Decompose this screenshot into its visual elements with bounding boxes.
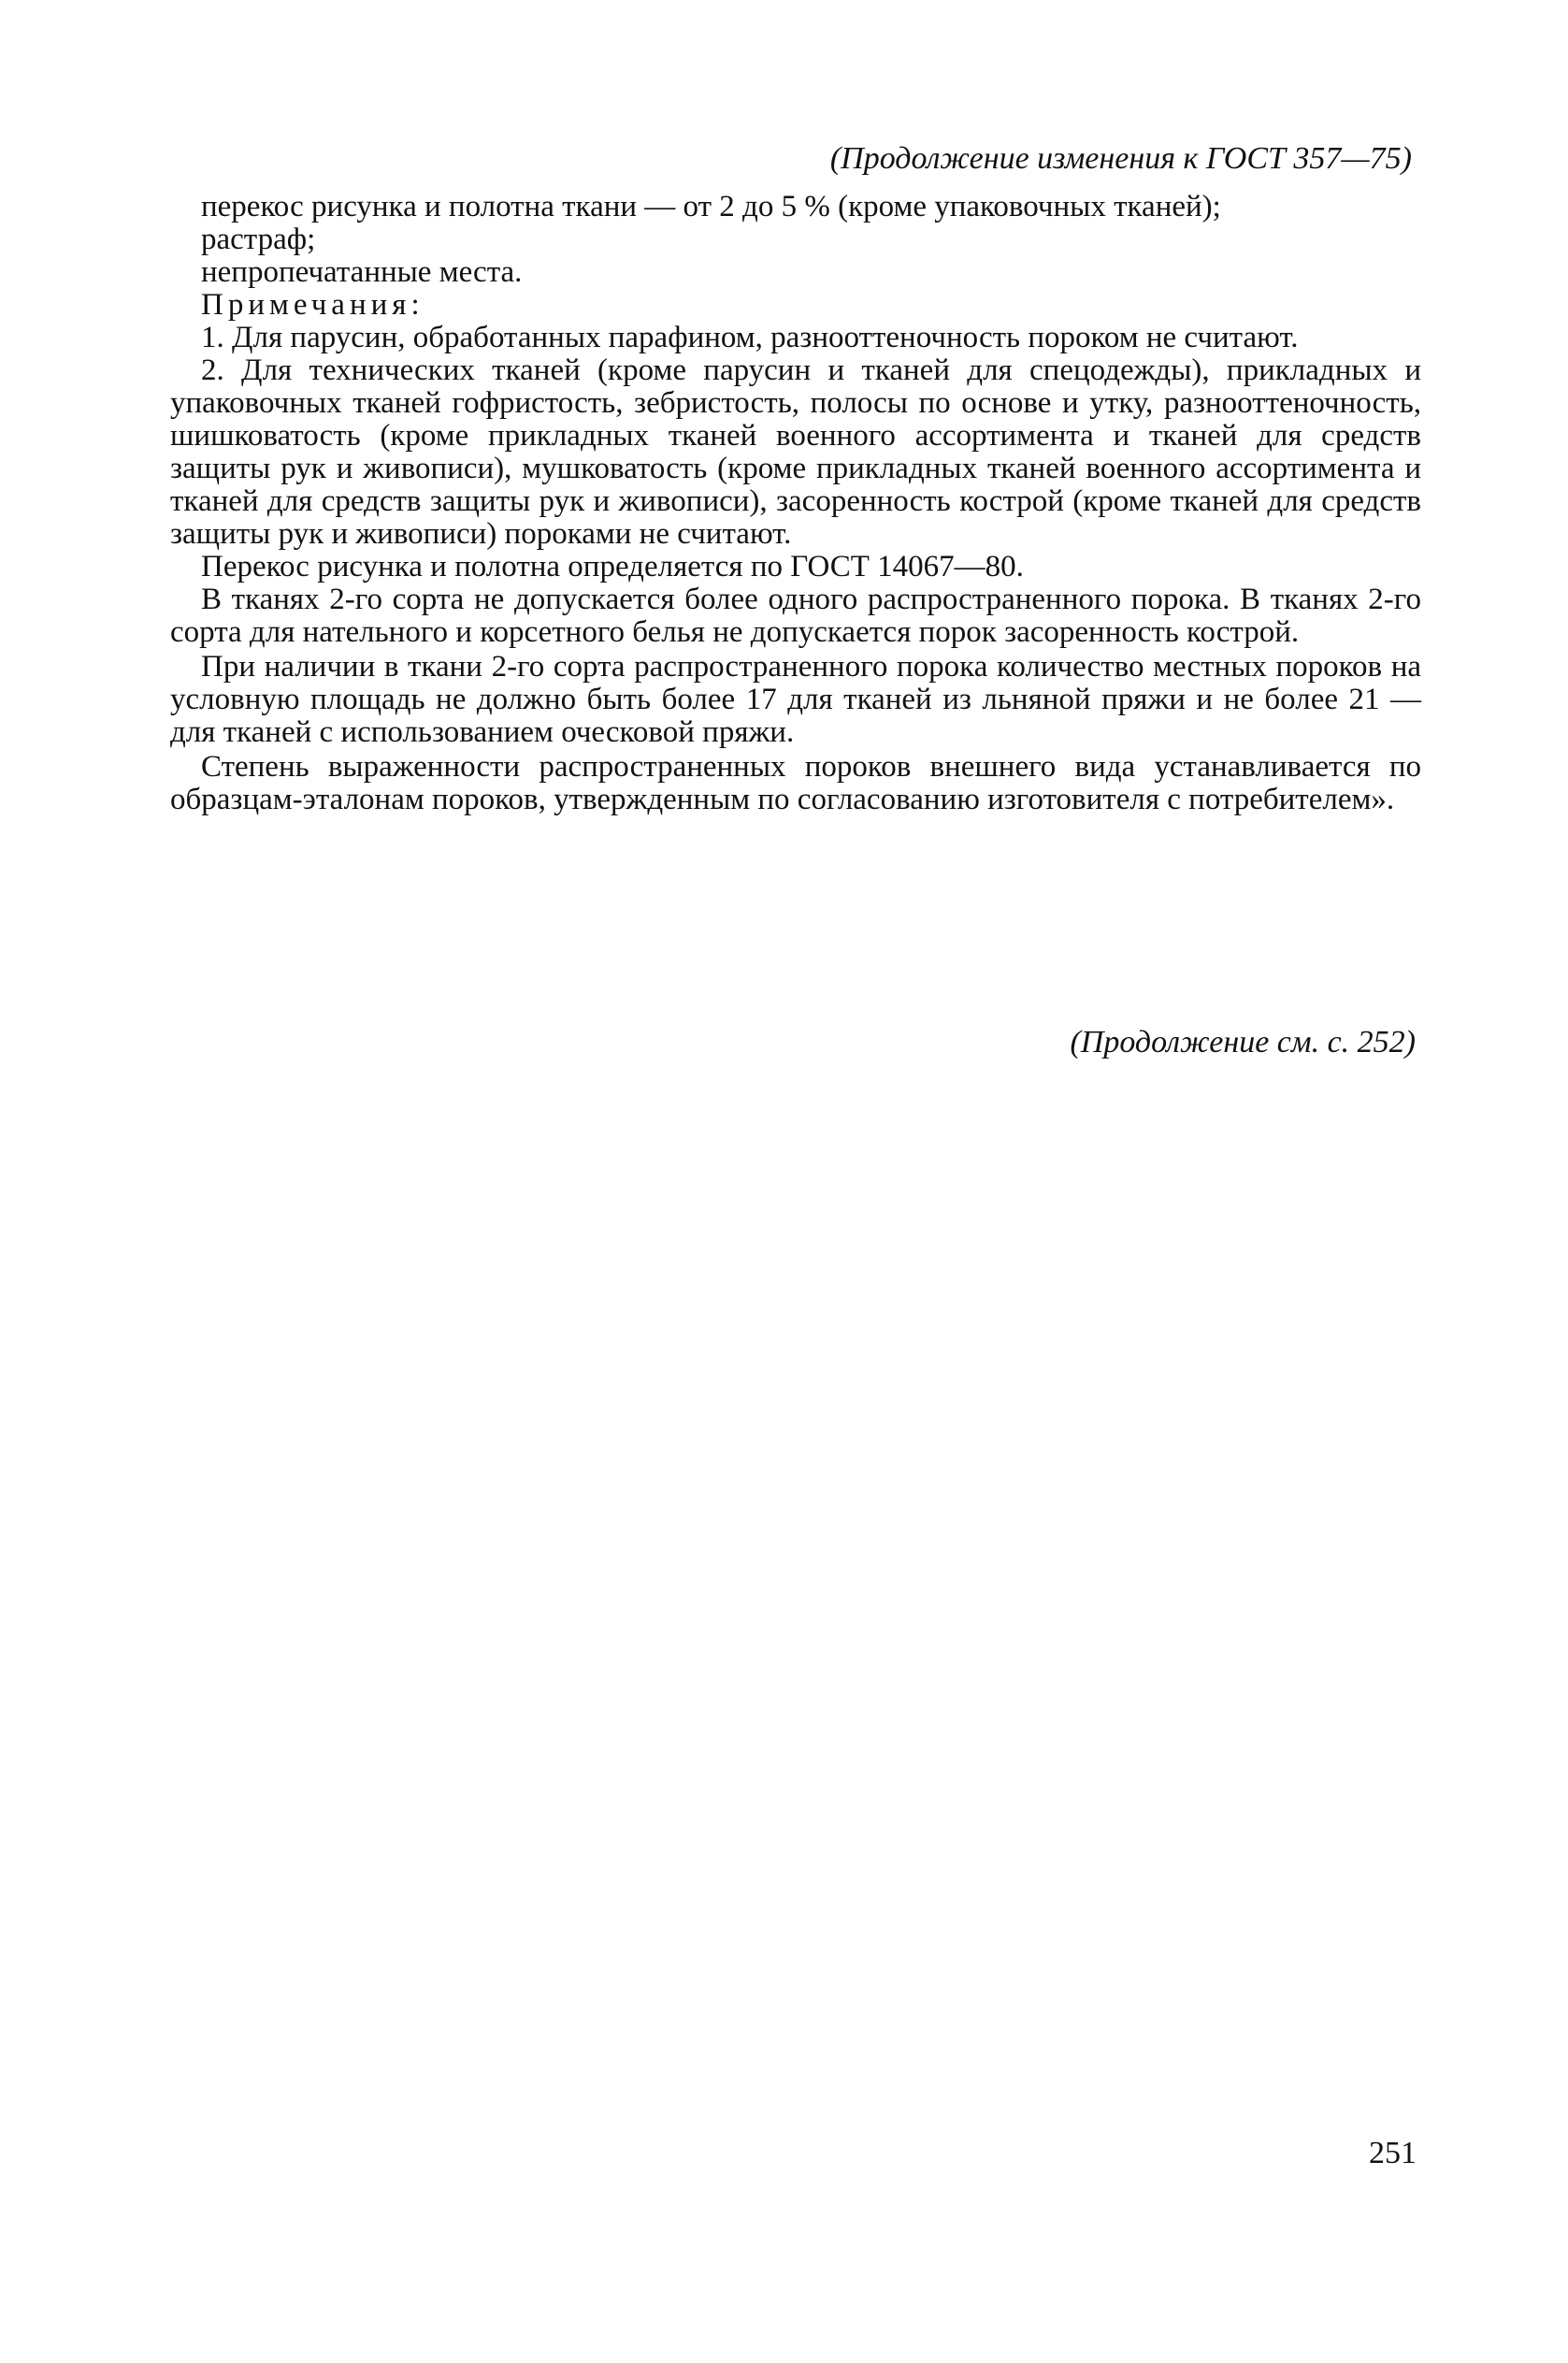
continuation-header: (Продолжение изменения к ГОСТ 357—75) — [829, 141, 1412, 176]
paragraph-rastraf: растраф; — [201, 223, 316, 256]
paragraph-second-grade: В тканях 2-го сорта не допускается более одного распространенного порока. В тканях 2-го сорта для нательного и корсетного белья не допускается порок засоренность кострой. — [170, 583, 1421, 649]
paragraph-defect-degree: Степень выраженности распространенных пороков внешнего вида устанавливается по образцам-эталонам пороков, утвержденным по согласованию изготовителя с потребителем». — [170, 750, 1421, 816]
note-1: 1. Для парусин, обработанных парафином, разнооттеночность пороком не считают. — [201, 321, 1299, 354]
body-text — [170, 191, 1421, 816]
notes-heading: Примечания: — [201, 288, 424, 322]
paragraph-unprinted: непропечатанные места. — [201, 255, 523, 289]
paragraph-local-defects: При наличии в ткани 2-го сорта распространенного порока количество местных пороков на условную площадь не должно быть более 17 для тканей из льняной пряжи и не более 21 — для тканей с использованием оческовой пряжи. — [170, 650, 1421, 749]
paragraph-skew-standard: Перекос рисунка и полотна определяется по ГОСТ 14067—80. — [201, 550, 1024, 584]
continuation-footer: (Продолжение см. с. 252) — [1070, 1025, 1416, 1059]
note-2: 2. Для технических тканей (кроме парусин и тканей для спецодежды), прикладных и упаковочных тканей гофристость, зебристость, полосы по основе и утку, разнооттеночность, шишковатость (кроме прикладных тканей военного ассортимента и тканей для средств защиты рук и живописи), мушковатость (кроме прикладных тканей военного ассортимента и тканей для средств защиты рук и живописи), засоренность кострой (кроме тканей для средств защиты рук и живописи) пороками не считают. — [170, 353, 1421, 551]
paragraph-skew: перекос рисунка и полотна ткани — от 2 до 5 % (кроме упаковочных тканей); — [201, 190, 1221, 223]
page-number: 251 — [1369, 2136, 1417, 2170]
